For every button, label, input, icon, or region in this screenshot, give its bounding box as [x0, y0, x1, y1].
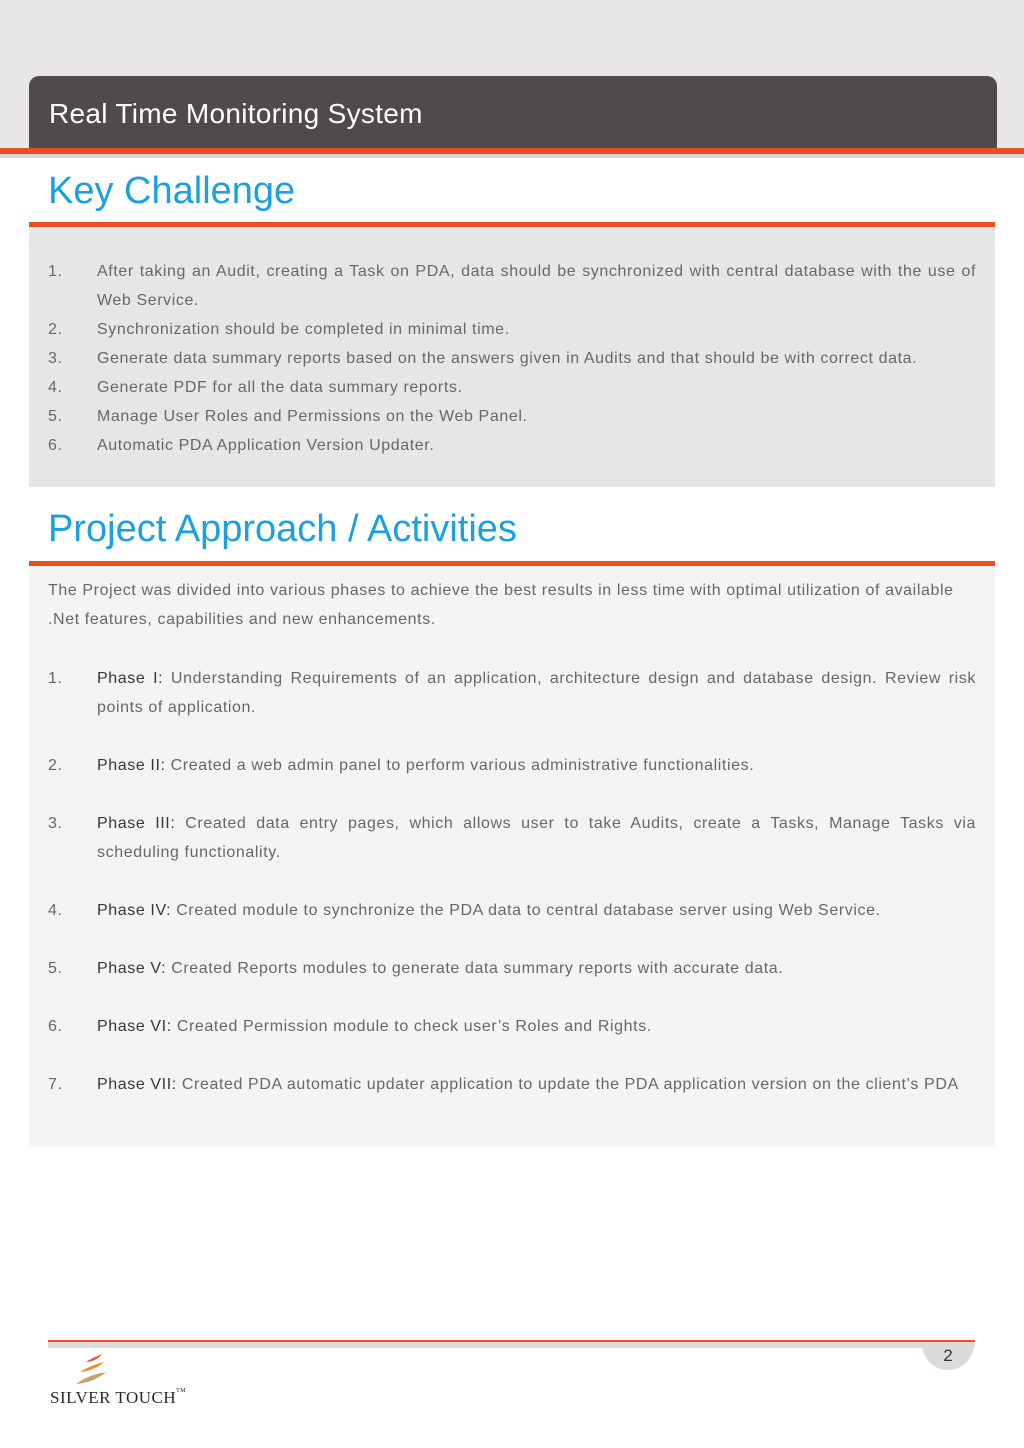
phase-item [48, 1012, 976, 1041]
phase-number: 2. [48, 757, 63, 774]
phase-label: Phase I: [97, 670, 164, 687]
logo-wordmark: SILVER TOUCH [50, 1388, 177, 1407]
title-bar [29, 76, 997, 150]
item-text: Synchronization should be completed in minimal time. [97, 321, 510, 338]
phase-label: Phase IV: [97, 902, 172, 919]
item-number: 5. [48, 408, 63, 425]
key-challenge-item [48, 431, 976, 460]
phase-number: 3. [48, 815, 63, 832]
item-text: Manage User Roles and Permissions on the Web Panel. [97, 408, 528, 425]
item-text: After taking an Audit, creating a Task on PDA, data should be synchronized with central database with the use of Web Service. [97, 263, 976, 309]
key-challenge-item [48, 344, 976, 373]
item-number: 1. [48, 263, 63, 280]
phase-text: Created module to synchronize the PDA data to central database server using Web Service. [176, 902, 881, 919]
phase-text: Created PDA automatic updater application to update the PDA application version on the client’s PDA [181, 1076, 959, 1093]
item-number: 2. [48, 321, 63, 338]
title-divider-shadow [0, 154, 1024, 158]
page-number: 2 [922, 1342, 974, 1370]
phase-item [48, 751, 976, 780]
phase-list [48, 664, 976, 1099]
silver-touch-logo [50, 1352, 200, 1412]
phase-item [48, 664, 976, 722]
item-text: Automatic PDA Application Version Updater. [97, 437, 435, 454]
item-text: Generate PDF for all the data summary reports. [97, 379, 463, 396]
phase-text: Created data entry pages, which allows user to take Audits, create a Tasks, Manage Tasks via scheduling functionality. [97, 815, 977, 861]
phase-item [48, 954, 976, 983]
phase-item [48, 896, 976, 925]
approach-intro: The Project was divided into various phases to achieve the best results in less time with optimal utilization of available .Net features, capabilities and new enhancements. [48, 582, 954, 628]
approach-heading: Project Approach / Activities [48, 508, 517, 550]
key-challenge-item [48, 402, 976, 431]
phase-label: Phase VI: [97, 1018, 172, 1035]
phase-label: Phase VII: [97, 1076, 177, 1093]
key-challenge-heading: Key Challenge [48, 170, 296, 212]
key-challenge-item [48, 315, 976, 344]
phase-text: Created a web admin panel to perform various administrative functionalities. [170, 757, 755, 774]
key-challenge-list [48, 257, 976, 460]
phase-number: 7. [48, 1076, 63, 1093]
key-challenge-item [48, 257, 976, 315]
phase-number: 5. [48, 960, 63, 977]
phase-number: 4. [48, 902, 63, 919]
phase-text: Created Reports modules to generate data summary reports with accurate data. [171, 960, 784, 977]
item-number: 3. [48, 350, 63, 367]
item-number: 4. [48, 379, 63, 396]
flame-icon [72, 1354, 112, 1388]
key-challenge-item [48, 373, 976, 402]
phase-label: Phase III: [97, 815, 176, 832]
phase-item [48, 809, 976, 867]
document-title: Real Time Monitoring System [49, 98, 423, 129]
phase-text: Understanding Requirements of an application, architecture design and database design. Review risk points of application. [97, 670, 977, 716]
item-text: Generate data summary reports based on the answers given in Audits and that should be with correct data. [97, 350, 918, 367]
phase-item [48, 1070, 976, 1099]
phase-label: Phase II: [97, 757, 166, 774]
item-number: 6. [48, 437, 63, 454]
phase-number: 6. [48, 1018, 63, 1035]
phase-text: Created Permission module to check user’s Roles and Rights. [176, 1018, 652, 1035]
phase-number: 1. [48, 670, 63, 687]
footer-divider-shadow [48, 1342, 975, 1348]
phase-label: Phase V: [97, 960, 167, 977]
logo-trademark: TM [176, 1388, 187, 1394]
